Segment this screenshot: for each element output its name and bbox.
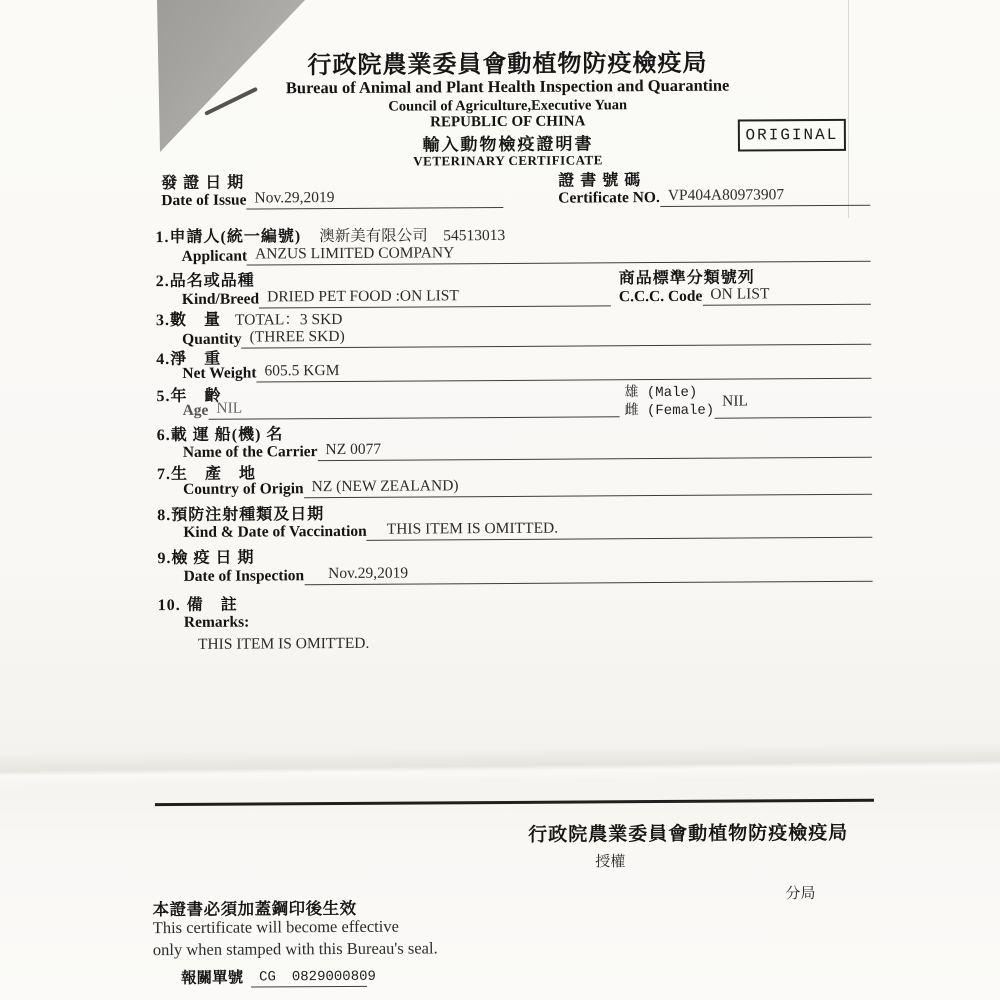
item4-number: 4. [156, 351, 171, 369]
item3-value: (THREE SKD) [242, 325, 872, 349]
original-stamp-label: ORIGINAL [745, 125, 839, 145]
item2-label-en: Kind/Breed [181, 290, 260, 308]
item10-value: THIS ITEM IS OMITTED. [197, 634, 370, 653]
item3-value-zh: TOTAL：3 SKD [234, 310, 343, 329]
item3-number: 3. [155, 312, 171, 330]
footer-bureau-zh: 行政院農業委員會動植物防疫檢疫局 [528, 822, 849, 846]
item2-ccc-code-value: ON LIST [702, 285, 871, 306]
item8-number: 8. [157, 507, 172, 525]
date-of-issue-label-en: Date of Issue [161, 191, 247, 210]
item7-number: 7. [156, 466, 172, 484]
item1-value-zh: 澳新美有限公司 54513013 [319, 226, 506, 246]
date-of-issue-value: Nov.29,2019 [246, 188, 503, 210]
item6-label-en: Name of the Carrier [182, 443, 318, 461]
item3-label-en: Quantity [182, 330, 242, 348]
item6-label-zh: 載 運 船(機) 名 [170, 426, 284, 445]
item5-value: NIL [208, 397, 619, 420]
item4-label-en: Net Weight [182, 364, 257, 382]
certificate-no-label-en: Certificate NO. [558, 189, 660, 207]
customs-declaration-prefix: CG [259, 969, 276, 986]
item9-number: 9. [157, 550, 172, 568]
seal-note-en-line2: only when stamped with this Bureau's seal. [152, 938, 438, 960]
item6-number: 6. [156, 427, 171, 445]
header-republic-en: REPUBLIC OF CHINA [430, 113, 586, 131]
item6-value: NZ 0077 [317, 438, 871, 461]
item2-number: 2. [155, 273, 170, 291]
header-cert-title-zh: 輸入動物檢疫證明書 [422, 134, 594, 155]
item2-label-zh: 品名或品種 [169, 272, 255, 291]
item2-right-label-zh: 商品標準分類號列 [618, 269, 755, 288]
header-council-en: Council of Agriculture,Executive Yuan [388, 97, 628, 115]
original-stamp-box [738, 119, 846, 152]
header-bureau-en: Bureau of Animal and Plant Health Inspection and Quarantine [285, 75, 730, 98]
item4-label-zh: 淨 重 [170, 350, 222, 369]
customs-declaration-label: 報關單號 [180, 969, 244, 987]
header-cert-title-en: VETERINARY CERTIFICATE [413, 152, 603, 169]
footer-branch-label: 分局 [785, 886, 816, 903]
customs-declaration-number: 0829000809 [291, 968, 376, 986]
footer-authorized-label: 授權 [595, 854, 626, 871]
header-bureau-zh: 行政院農業委員會動植物防疫檢疫局 [307, 50, 708, 80]
item1-value: ANZUS LIMITED COMPANY [247, 242, 871, 266]
item5-number: 5. [156, 388, 171, 406]
item1-label-en: Applicant [181, 247, 248, 265]
item5-label-zh: 年 齡 [170, 387, 222, 406]
item9-value: Nov.29,2019 [304, 562, 873, 585]
signature-divider-line [155, 799, 874, 806]
item5-female-label: 雌 (Female) [624, 402, 715, 420]
item8-value: THIS ITEM IS OMITTED. [367, 518, 873, 541]
item1-label-zh: 申請人(統一編號) [169, 228, 302, 247]
item8-label-en: Kind & Date of Vaccination [183, 522, 367, 541]
item10-label-en: Remarks: [183, 613, 250, 631]
item7-label-en: Country of Origin [182, 480, 304, 498]
item3-label-zh: 數 量 [169, 311, 222, 330]
seal-note-en-line1: This certificate will become effective [152, 916, 399, 938]
item4-value: 605.5 KGM [256, 359, 871, 383]
certificate-no-value: VP404A80973907 [660, 186, 871, 207]
seal-note-zh: 本證書必須加蓋鋼印後生效 [152, 898, 357, 920]
item9-label-en: Date of Inspection [183, 567, 305, 585]
item7-value: NZ (NEW ZEALAND) [304, 475, 873, 498]
item1-number: 1. [155, 229, 170, 247]
item5-female-value: NIL [722, 392, 749, 410]
item10-label-zh: 備 註 [186, 596, 238, 614]
item8-label-zh: 預防注射種類及日期 [171, 506, 325, 525]
item5-label-en: Age [182, 401, 209, 419]
certificate-no-label-zh: 證 書 號 碼 [558, 172, 642, 190]
item10-number: 10. [157, 596, 181, 615]
item5-male-label: 雄 (Male) [624, 384, 698, 402]
item7-label-zh: 生 產 地 [170, 465, 257, 484]
item9-label-zh: 檢 疫 日 期 [171, 549, 255, 568]
item2-ccc-code-label: C.C.C. Code [618, 287, 703, 306]
item2-value: DRIED PET FOOD :ON LIST [259, 286, 611, 308]
date-of-issue-label-zh: 發 證 日 期 [161, 174, 245, 193]
